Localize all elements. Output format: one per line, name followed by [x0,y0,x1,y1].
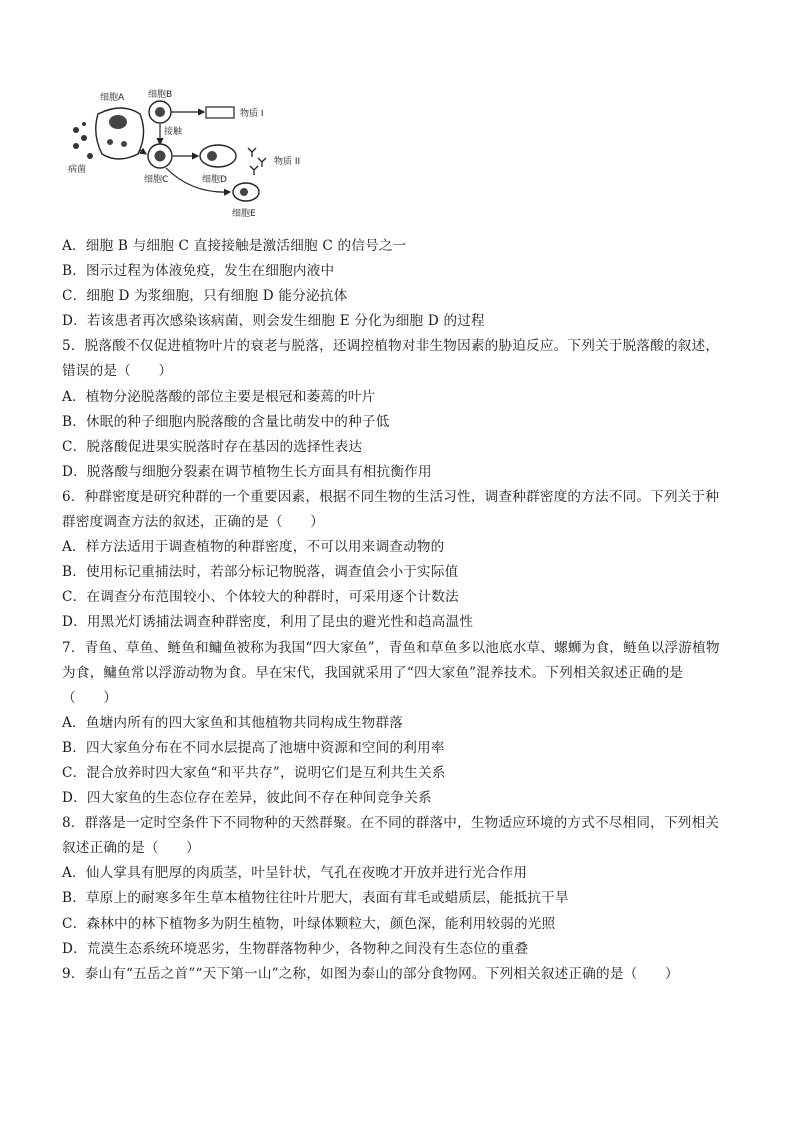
q8-option-a: A．仙人掌具有肥厚的肉质茎，叶呈针状，气孔在夜晚才开放并进行光合作用 [62,865,528,882]
antibody-icon [248,148,266,175]
q5-option-d: D．脱落酸与细胞分裂素在调节植物生长方面具有相抗衡作用 [62,463,432,480]
q7-stem-line-2: 为食，鳙鱼常以浮游动物为食。早在宋代，我国就采用了“四大家鱼”混养技术。下列相关叙述正确的是 [62,664,684,681]
q5-stem-line-1: 5．脱落酸不仅促进植物叶片的衰老与脱落，还调控植物对非生物因素的胁迫反应。下列关于脱落酸的叙述， [62,338,720,355]
q7-option-c: C．混合放养时四大家鱼“和平共存”，说明它们是互利共生关系 [62,764,446,781]
pathogen-icon [73,122,93,159]
cell-b-icon [149,101,171,123]
q4-option-c: C．细胞 D 为浆细胞，只有细胞 D 能分泌抗体 [62,288,348,305]
cell-e-label: 细胞E [232,209,256,219]
substance-1-icon [206,107,234,118]
contact-label: 接触 [164,127,183,137]
q7-option-d: D．四大家鱼的生态位存在差异，彼此间不存在种间竞争关系 [62,790,432,807]
q8-option-d: D．荒漠生态系统环境恶劣，生物群落物种少，各物种之间没有生态位的重叠 [62,940,529,957]
q8-option-c: C．森林中的林下植物多为阴生植物，叶绿体颗粒大，颜色深，能利用较弱的光照 [62,915,556,932]
q8-stem-line-2: 叙述正确的是（ ） [62,840,200,857]
q5-stem-line-2: 错误的是（ ） [62,363,173,380]
q8-option-b: B．草原上的耐寒多年生草本植物往往叶片肥大，表面有茸毛或蜡质层，能抵抗干旱 [62,890,569,907]
cell-e-icon [233,183,259,201]
q6-stem-line-2: 群密度调查方法的叙述，正确的是（ ） [62,514,325,531]
immune-response-diagram [62,84,342,226]
q7-stem-line-3: （ ） [62,689,118,706]
q7-option-a: A．鱼塘内所有的四大家鱼和其他植物共同构成生物群落 [62,714,404,731]
cell-a-icon [96,108,144,159]
q6-option-d: D．用黑光灯诱捕法调查种群密度，利用了昆虫的避光性和趋高温性 [62,614,474,631]
q6-option-a: A．样方法适用于调查植物的种群密度，不可以用来调查动物的 [62,539,445,556]
cell-d-label: 细胞D [202,175,227,185]
q5-option-c: C．脱落酸促进果实脱落时存在基因的选择性表达 [62,438,363,455]
cell-c-label: 细胞C [144,175,169,185]
substance-1-label: 物质 I [240,109,264,119]
q9-stem-line-1: 9．泰山有“五岳之首”“天下第一山”之称，如图为泰山的部分食物网。下列相关叙述正确的是（ ） [62,965,679,982]
cell-d-icon [200,145,236,167]
question-text [62,234,742,987]
immune-diagram-svg [62,84,342,226]
q4-option-d: D．若该患者再次感染该病菌，则会发生细胞 E 分化为细胞 D 的过程 [62,313,485,330]
substance-2-label: 物质 II [274,157,301,167]
q5-option-b: B．休眠的种子细胞内脱落酸的含量比萌发中的种子低 [62,413,390,430]
q4-option-b: B．图示过程为体液免疫，发生在细胞内液中 [62,263,335,280]
q6-option-b: B．使用标记重捕法时，若部分标记物脱落，调查值会小于实际值 [62,564,459,581]
cell-c-icon [148,144,172,168]
q5-option-a: A．植物分泌脱落酸的部位主要是根冠和萎蔫的叶片 [62,388,376,405]
pathogen-label: 病菌 [68,165,87,175]
cell-a-label: 细胞A [100,93,125,103]
q6-stem-line-1: 6．种群密度是研究种群的一个重要因素，根据不同生物的生活习性，调查种群密度的方法不同。下列关于种 [62,488,720,505]
q6-option-c: C．在调查分布范围较小、个体较大的种群时，可采用逐个计数法 [62,589,459,606]
cell-b-label: 细胞B [148,90,173,100]
q7-option-b: B．四大家鱼分布在不同水层提高了池塘中资源和空间的利用率 [62,739,445,756]
q7-stem-line-1: 7．青鱼、草鱼、鲢鱼和鳙鱼被称为我国“四大家鱼”，青鱼和草鱼多以池底水草、螺蛳为食，鲢鱼以浮游植物 [62,639,720,656]
q4-option-a: A．细胞 B 与细胞 C 直接接触是激活细胞 C 的信号之一 [62,238,407,254]
q8-stem-line-1: 8．群落是一定时空条件下不同物种的天然群聚。在不同的群落中，生物适应环境的方式不尽相同，下列相关 [62,815,720,832]
